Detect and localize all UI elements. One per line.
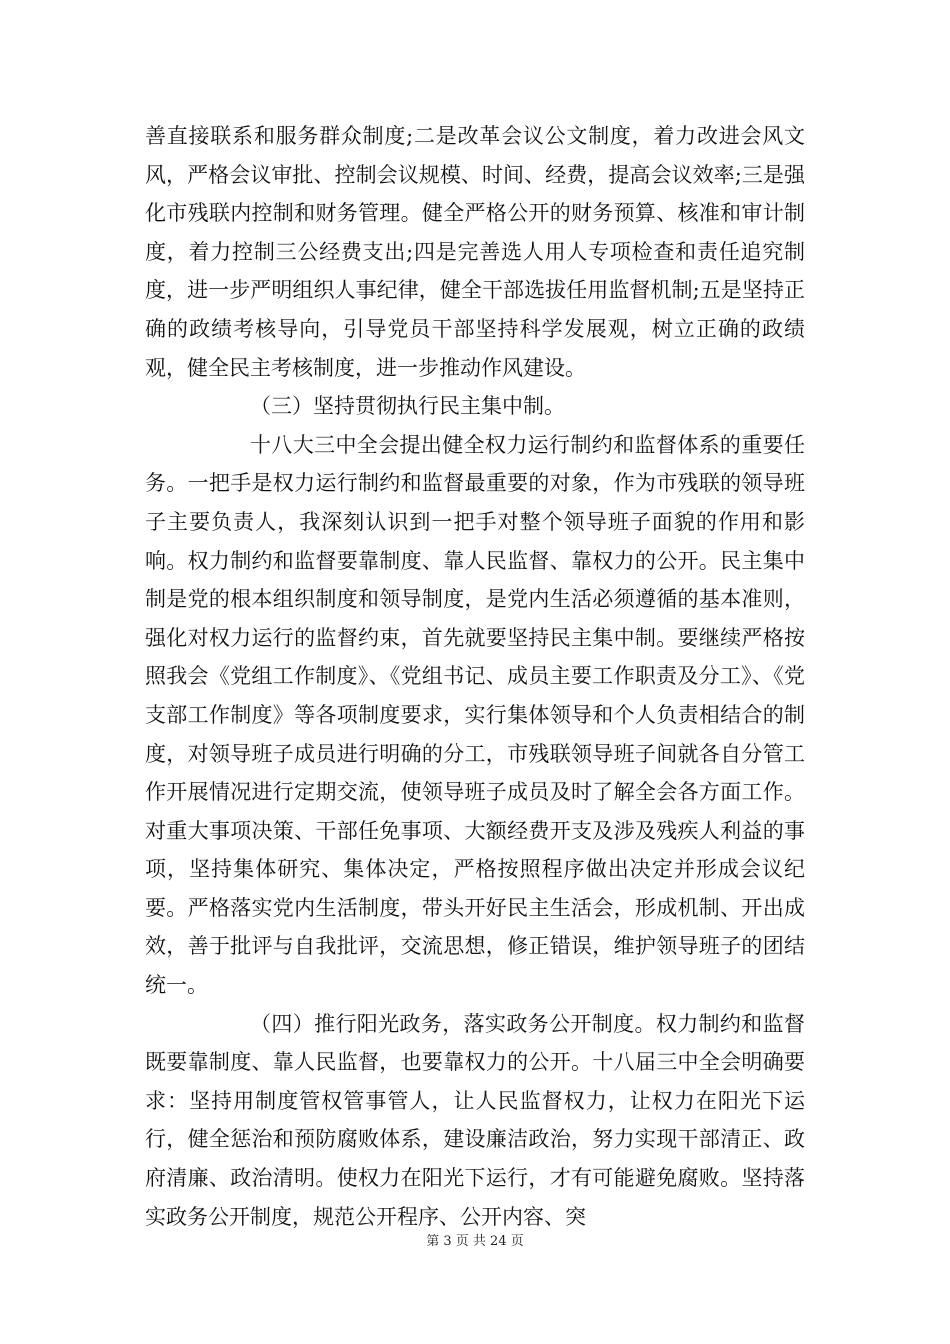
section-heading-3: （三）坚持贯彻执行民主集中制。 — [250, 394, 565, 419]
paragraph-continuation: 善直接联系和服务群众制度;二是改革会议公文制度，着力改进会风文风，严格会议审批、控制会议规模、时间、经费，提高会议效率;三是强化市残联内控制和财务管理。健全严格公开的财务预算、核准和审计制度，着力控制三公经费支出;四是完善选人用人专项检查和责任追究制度，进一步严明组织人事纪律，健全干部选拔任用监督机制;五是坚持正确的政绩考核导向，引导党员干部坚持科学发展观，树立正确的政绩观，健全民主考核制度，进一步推动作风建设。 — [145, 124, 805, 380]
section-heading-4-paragraph: （四）推行阳光政务，落实政务公开制度。权力制约和监督既要靠制度、靠人民监督，也要靠权力的公开。十八届三中全会明确要求：坚持用制度管权管事管人，让人民监督权力，让权力在阳光下运行，健全惩治和预防腐败体系，建设廉洁政治，努力实现干部清正、政府清廉、政治清明。使权力在阳光下运行，才有可能避免腐败。坚持落实政务公开制度，规范公开程序、公开内容、突 — [145, 1011, 805, 1229]
paragraph-democratic-centralism: 十八大三中全会提出健全权力运行制约和监督体系的重要任务。一把手是权力运行制约和监督最重要的对象，作为市残联的领导班子主要负责人，我深刻认识到一把手对整个领导班子面貌的作用和影响。权力制约和监督要靠制度、靠人民监督、靠权力的公开。民主集中制是党的根本组织制度和领导制度，是党内生活必须遵循的基本准则，强化对权力运行的监督约束，首先就要坚持民主集中制。要继续严格按照我会《党组工作制度》、《党组书记、成员主要工作职责及分工》、《党支部工作制度》等各项制度要求，实行集体领导和个人负责相结合的制度，对领导班子成员进行明确的分工，市残联领导班子间就各自分管工作开展情况进行定期交流，使领导班子成员及时了解全会各方面工作。对重大事项决策、干部任免事项、大额经费开支及涉及残疾人利益的事项，坚持集体研究、集体决定，严格按照程序做出决定并形成会议纪要。严格落实党内生活制度，带头开好民主生活会，形成机制、开出成效，善于批评与自我批评，交流思想，修正错误，维护领导班子的团结统一。 — [145, 432, 805, 998]
page-number: 第 3 页 共 24 页 — [426, 1234, 524, 1249]
document-body — [145, 117, 805, 1236]
